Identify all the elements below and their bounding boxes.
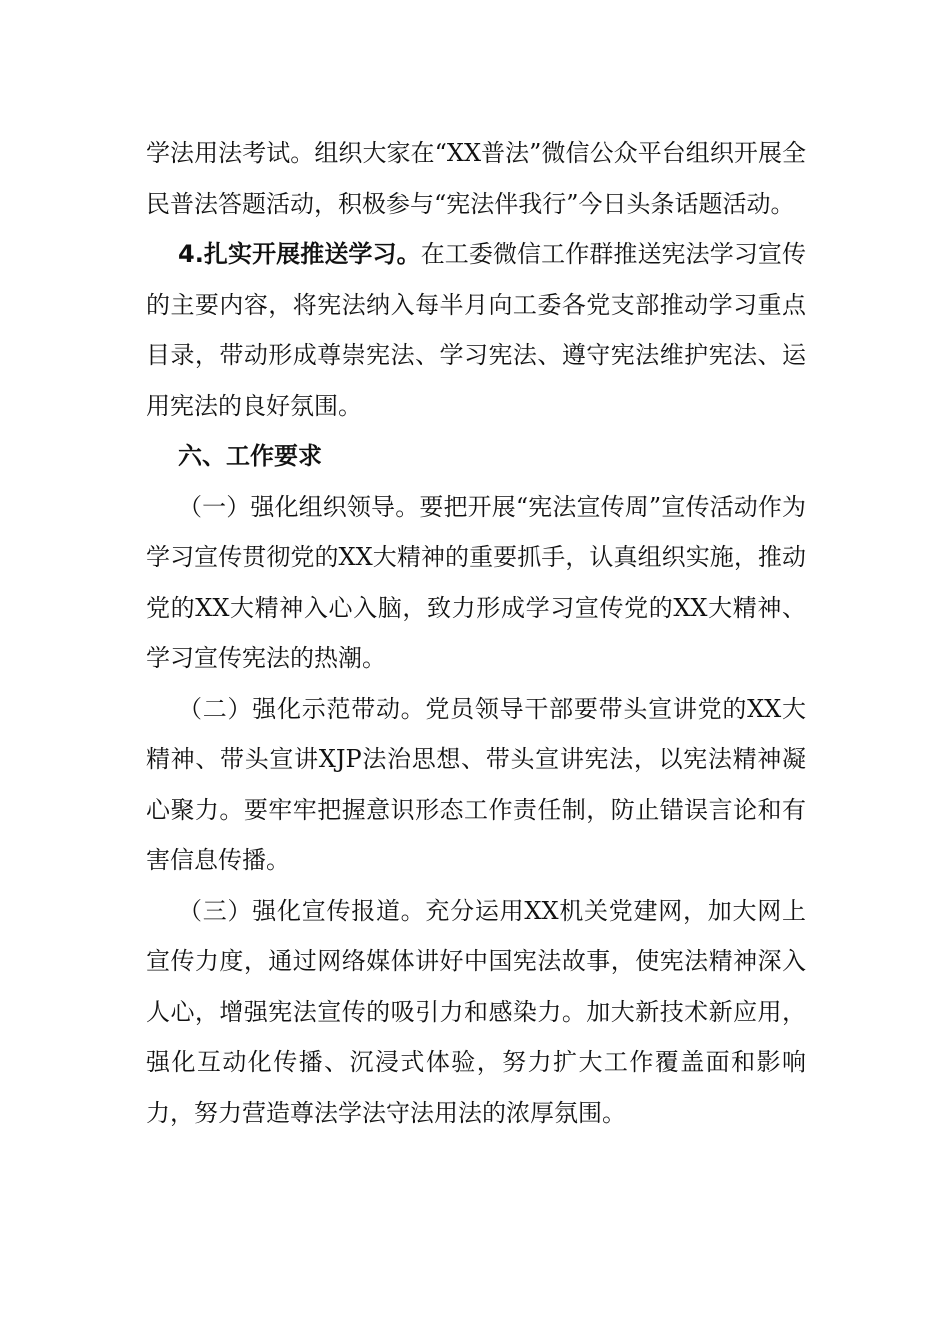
section-heading: 六、工作要求 <box>178 442 322 470</box>
paragraph-push-learning <box>146 229 806 431</box>
requirement-demonstration <box>146 684 806 886</box>
paragraph-text: 学法用法考试。组织大家在“XX普法”微信公众平台组织开展全民普法答题活动，积极参与“宪法伴我行”今日头条话题活动。 <box>146 139 806 218</box>
paragraph-text: 在工委微信工作群推送宪法学习宣传的主要内容，将宪法纳入每半月向工委各党支部推动学习重点目录，带动形成尊崇宪法、学习宪法、遵守宪法维护宪法、运用宪法的良好氛围。 <box>146 240 806 420</box>
document-body <box>146 128 806 1138</box>
paragraph-text: （三）强化宣传报道。充分运用XX机关党建网，加大网上宣传力度，通过网络媒体讲好中国宪法故事，使宪法精神深入人心，增强宪法宣传的吸引力和感染力。加大新技术新应用，强化互动化传播、沉浸式体验，努力扩大工作覆盖面和影响力，努力营造尊法学法守法用法的浓厚氛围。 <box>146 896 806 1127</box>
paragraph-text: （二）强化示范带动。党员领导干部要带头宣讲党的XX大精神、带头宣讲XJP法治思想、带头宣讲宪法，以宪法精神凝心聚力。要牢牢把握意识形态工作责任制，防止错误言论和有害信息传播。 <box>146 694 806 874</box>
requirement-organization <box>146 482 806 684</box>
paragraph-continuation <box>146 128 806 229</box>
requirement-publicity <box>146 886 806 1139</box>
paragraph-lead-heading: 4.扎实开展推送学习。 <box>178 240 421 268</box>
paragraph-text: （一）强化组织领导。要把开展“宪法宣传周”宣传活动作为学习宣传贯彻党的XX大精神的重要抓手，认真组织实施，推动党的XX大精神入心入脑，致力形成学习宣传党的XX大精神、学习宣传宪法的热潮。 <box>146 492 806 672</box>
